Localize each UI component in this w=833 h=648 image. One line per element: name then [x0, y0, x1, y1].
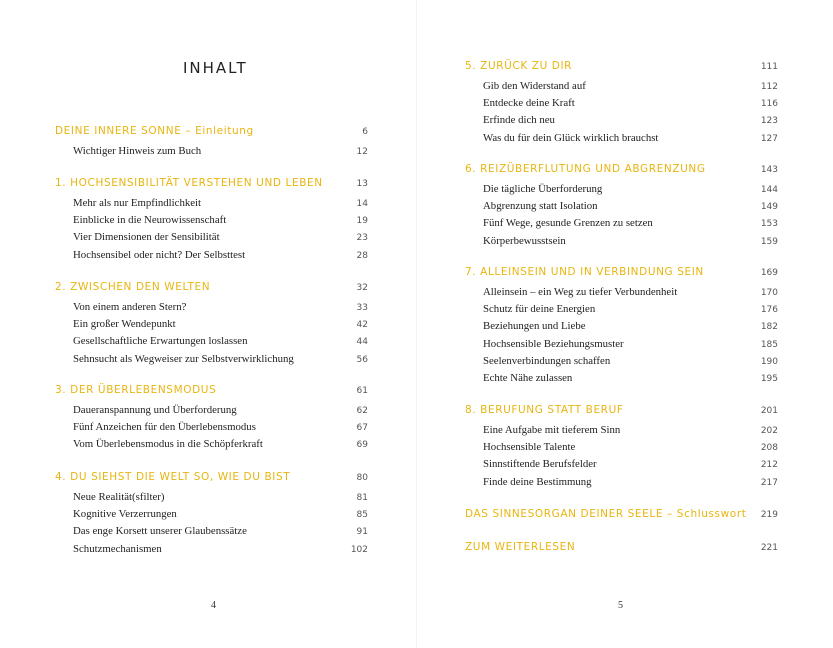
entry-page-number: 33 — [356, 303, 368, 313]
chapter-section — [465, 163, 778, 252]
entry-page-number: 56 — [356, 354, 368, 365]
page-number-footer: 5 — [618, 600, 623, 611]
toc-entry[interactable] — [55, 301, 368, 318]
chapter-section — [465, 404, 778, 493]
toc-entry[interactable] — [465, 424, 778, 441]
entry-page-number: 69 — [356, 440, 368, 451]
toc-entry[interactable] — [465, 372, 778, 389]
chapter-page-number: 13 — [356, 179, 368, 189]
entry-page-number: 212 — [760, 460, 778, 471]
chapter-title: 3. DER ÜBERLEBENSMODUS — [55, 384, 217, 396]
entry-page-number: 190 — [760, 356, 778, 367]
toc-entry[interactable] — [55, 145, 368, 162]
chapter-title: 7. ALLEINSEIN UND IN VERBINDUNG SEIN — [465, 266, 704, 278]
entry-label: Abgrenzung statt Isolation — [483, 200, 598, 213]
entry-label: Finde deine Bestimmung — [483, 475, 592, 488]
chapter-section — [55, 177, 368, 266]
toc-entry[interactable] — [55, 214, 368, 231]
entry-label: Mehr als nur Empfindlichkeit — [73, 197, 202, 209]
right-page — [417, 0, 833, 648]
entry-label: Die tägliche Überforderung — [483, 183, 603, 195]
entry-label: Daueranspannung und Überforderung — [73, 404, 237, 416]
chapter-page-number: 169 — [760, 268, 778, 278]
entry-page-number: 23 — [356, 233, 368, 244]
entry-label: Was du für dein Glück wirklich brauchst — [483, 131, 659, 144]
toc-entry[interactable] — [465, 217, 778, 234]
chapter-section — [55, 125, 368, 162]
entry-label: Vier Dimensionen der Sensibilität — [73, 231, 220, 244]
toc-entry[interactable] — [465, 286, 778, 303]
entry-label: Eine Aufgabe mit tieferem Sinn — [483, 424, 621, 436]
toc-entry[interactable] — [55, 353, 368, 370]
entry-page-number: 123 — [760, 116, 778, 127]
chapter-row[interactable] — [465, 163, 778, 180]
chapter-row[interactable] — [465, 541, 778, 558]
entry-label: Alleinsein – ein Weg zu tiefer Verbundenheit — [483, 286, 678, 298]
entry-page-number: 91 — [356, 527, 368, 538]
entry-page-number: 202 — [760, 426, 778, 436]
chapter-title: 5. ZURÜCK ZU DIR — [465, 60, 573, 72]
toc-entry[interactable] — [55, 438, 368, 455]
entry-page-number: 85 — [356, 510, 368, 521]
toc-entry[interactable] — [465, 132, 778, 149]
entry-page-number: 12 — [356, 147, 368, 157]
entry-label: Schutz für deine Energien — [483, 303, 596, 316]
chapter-title: DEINE INNERE SONNE – Einleitung — [55, 125, 254, 137]
left-page — [0, 0, 416, 648]
entry-page-number: 153 — [760, 219, 778, 230]
toc-entry[interactable] — [465, 320, 778, 337]
chapter-section — [55, 384, 368, 456]
toc-entry[interactable] — [465, 303, 778, 320]
toc-entry[interactable] — [55, 404, 368, 421]
entry-label: Gesellschaftliche Erwartungen loslassen — [73, 335, 248, 348]
entry-page-number: 81 — [356, 493, 368, 503]
chapter-row[interactable] — [55, 125, 368, 142]
toc-entry[interactable] — [465, 441, 778, 458]
chapter-title: 4. DU SIEHST DIE WELT SO, WIE DU BIST — [55, 471, 291, 483]
toc-entry[interactable] — [55, 197, 368, 214]
chapter-page-number: 201 — [760, 406, 778, 416]
chapter-row[interactable] — [465, 60, 778, 77]
toc-entry[interactable] — [55, 508, 368, 525]
toc-entry[interactable] — [465, 458, 778, 475]
chapter-title: 8. BERUFUNG STATT BERUF — [465, 404, 624, 416]
entry-label: Echte Nähe zulassen — [483, 371, 573, 384]
entry-page-number: 176 — [760, 305, 778, 316]
toc-entry[interactable] — [465, 338, 778, 355]
entry-page-number: 67 — [356, 423, 368, 434]
chapter-title: 2. ZWISCHEN DEN WELTEN — [55, 281, 211, 293]
chapter-row[interactable] — [465, 266, 778, 283]
entry-page-number: 195 — [760, 373, 778, 384]
entry-label: Hochsensible Talente — [483, 441, 576, 454]
entry-label: Vom Überlebensmodus in die Schöpferkraft — [73, 438, 263, 451]
chapter-page-number: 111 — [760, 62, 778, 72]
chapter-row[interactable] — [55, 471, 368, 488]
entry-page-number: 116 — [760, 99, 778, 110]
chapter-row[interactable] — [55, 281, 368, 298]
chapter-page-number: 32 — [356, 283, 368, 293]
chapter-section — [465, 266, 778, 389]
entry-label: Kognitive Verzerrungen — [73, 508, 177, 521]
toc-entry[interactable] — [55, 318, 368, 335]
entry-page-number: 144 — [760, 185, 778, 195]
toc-entry[interactable] — [55, 421, 368, 438]
chapter-section — [465, 60, 778, 149]
toc-entry[interactable] — [465, 114, 778, 131]
chapter-page-number: 219 — [760, 510, 778, 520]
entry-page-number: 159 — [760, 236, 778, 247]
chapter-page-number: 61 — [356, 386, 368, 396]
chapter-row[interactable] — [465, 404, 778, 421]
toc-entry[interactable] — [465, 97, 778, 114]
chapter-section — [55, 471, 368, 560]
entry-label: Ein großer Wendepunkt — [73, 318, 176, 331]
chapter-section — [55, 281, 368, 370]
entry-label: Erfinde dich neu — [483, 114, 555, 127]
entry-page-number: 170 — [760, 288, 778, 298]
toc-entry[interactable] — [465, 476, 778, 493]
entry-page-number: 112 — [760, 82, 778, 92]
entry-label: Entdecke deine Kraft — [483, 97, 575, 110]
entry-page-number: 149 — [760, 202, 778, 213]
toc-entry[interactable] — [55, 249, 368, 266]
toc-entry[interactable] — [465, 80, 778, 97]
entry-page-number: 44 — [356, 337, 368, 348]
chapter-title: DAS SINNESORGAN DEINER SEELE – Schlusswort — [465, 508, 747, 520]
entry-label: Schutzmechanismen — [73, 542, 162, 555]
chapter-row[interactable] — [465, 508, 778, 525]
entry-label: Von einem anderen Stern? — [73, 301, 187, 313]
entry-page-number: 62 — [356, 406, 368, 416]
entry-page-number: 185 — [760, 339, 778, 350]
chapter-section — [465, 508, 778, 528]
entry-label: Seelenverbindungen schaffen — [483, 354, 611, 367]
page-number-footer: 4 — [211, 600, 216, 611]
toc-entry[interactable] — [55, 491, 368, 508]
entry-label: Sinnstiftende Berufsfelder — [483, 458, 597, 471]
entry-label: Neue Realität(sfilter) — [73, 491, 165, 503]
entry-label: Sehnsucht als Wegweiser zur Selbstverwirklichung — [73, 352, 294, 365]
entry-label: Gib den Widerstand auf — [483, 80, 586, 92]
entry-page-number: 19 — [356, 216, 368, 227]
toc-heading: INHALT — [183, 59, 248, 77]
chapter-page-number: 143 — [760, 165, 778, 175]
chapter-row[interactable] — [55, 384, 368, 401]
chapter-title: ZUM WEITERLESEN — [465, 541, 576, 553]
entry-label: Fünf Wege, gesunde Grenzen zu setzen — [483, 217, 653, 230]
entry-label: Einblicke in die Neurowissenschaft — [73, 214, 227, 227]
toc-entry[interactable] — [55, 231, 368, 248]
entry-label: Hochsensibel oder nicht? Der Selbsttest — [73, 248, 246, 261]
toc-entry[interactable] — [55, 543, 368, 560]
chapter-page-number: 80 — [356, 473, 368, 483]
entry-label: Fünf Anzeichen für den Überlebensmodus — [73, 421, 256, 434]
chapter-page-number: 6 — [362, 127, 368, 137]
entry-page-number: 127 — [760, 133, 778, 144]
entry-page-number: 208 — [760, 443, 778, 454]
chapter-title: 6. REIZÜBERFLUTUNG UND ABGRENZUNG — [465, 163, 706, 175]
entry-page-number: 28 — [356, 250, 368, 261]
toc-entry[interactable] — [55, 525, 368, 542]
entry-label: Körperbewusstsein — [483, 234, 566, 247]
entry-page-number: 14 — [356, 199, 368, 209]
toc-entry[interactable] — [465, 355, 778, 372]
entry-label: Beziehungen und Liebe — [483, 320, 586, 333]
chapter-page-number: 221 — [760, 543, 778, 553]
chapter-title: 1. HOCHSENSIBILITÄT VERSTEHEN UND LEBEN — [55, 177, 323, 189]
entry-page-number: 182 — [760, 322, 778, 333]
entry-page-number: 217 — [760, 477, 778, 488]
entry-label: Wichtiger Hinweis zum Buch — [73, 145, 202, 157]
toc-entry[interactable] — [465, 200, 778, 217]
entry-page-number: 42 — [356, 320, 368, 331]
toc-entry[interactable] — [465, 235, 778, 252]
toc-entry[interactable] — [55, 335, 368, 352]
chapter-row[interactable] — [55, 177, 368, 194]
entry-label: Hochsensible Beziehungsmuster — [483, 337, 624, 350]
entry-label: Das enge Korsett unserer Glaubenssätze — [73, 525, 247, 538]
chapter-section — [465, 541, 778, 561]
entry-page-number: 102 — [350, 544, 368, 555]
toc-entry[interactable] — [465, 183, 778, 200]
